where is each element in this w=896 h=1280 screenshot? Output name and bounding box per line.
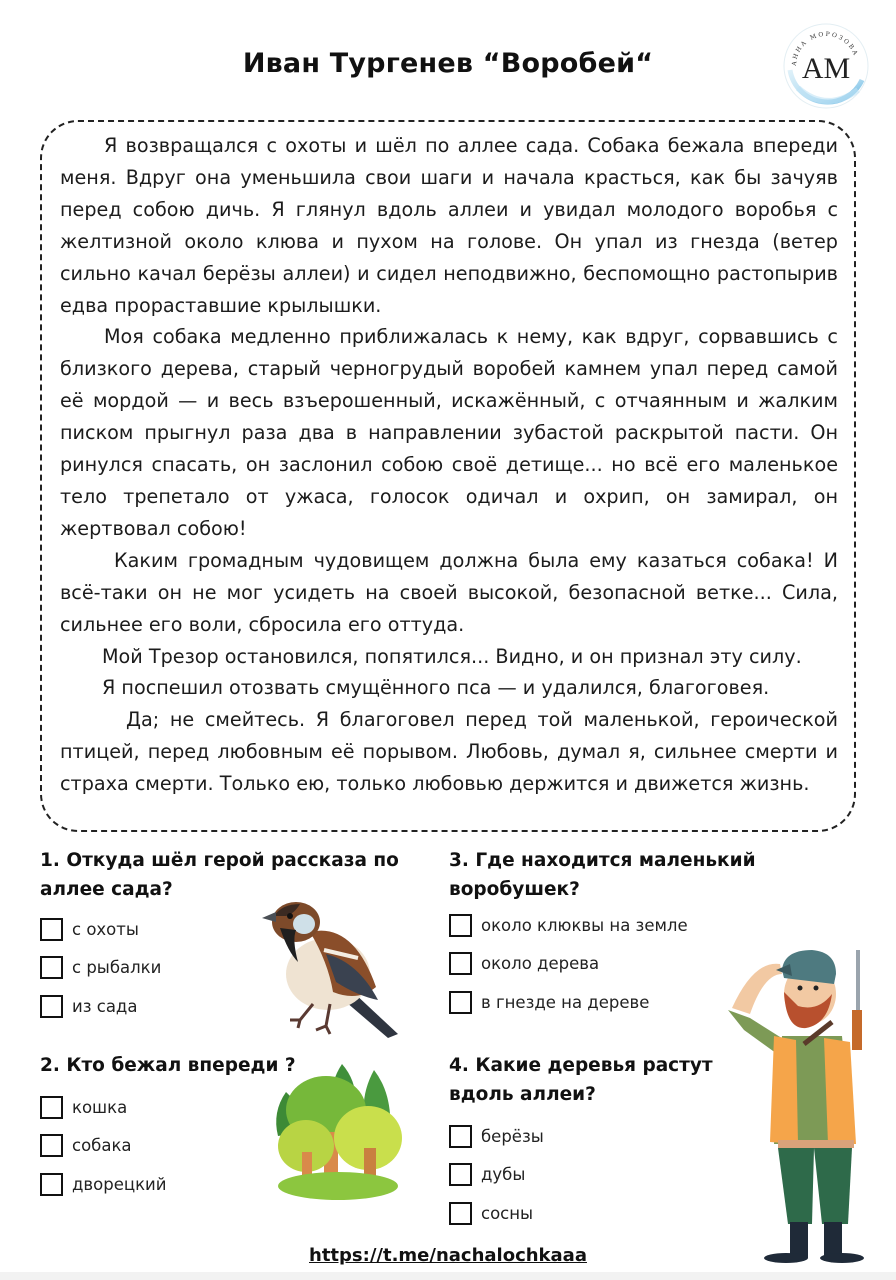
option-label: дворецкий [72,1174,167,1194]
logo-monogram: AM [801,52,851,85]
checkbox[interactable] [40,1096,63,1119]
checkbox[interactable] [449,914,472,937]
option-label: из сада [72,996,138,1016]
checkbox[interactable] [40,1134,63,1157]
trees-illustration [272,1062,404,1202]
checkbox[interactable] [449,1125,472,1148]
question-title: 3. Где находится маленький воробушек? [449,850,756,900]
checkbox[interactable] [40,1173,63,1196]
question-title: 4. Какие деревья растут вдоль аллеи? [449,1055,713,1105]
option-label: в гнезде на дереве [481,992,650,1012]
question-title: 1. Откуда шёл герой рассказа по аллее сада? [40,850,399,900]
option-label: около дерева [481,954,600,974]
question-3 [449,846,769,1022]
option-label: сосны [481,1203,534,1223]
answer-option[interactable] [449,945,769,984]
story-paragraph: Каким громадным чудовищем должна была ему казаться собака! И всё-таки он не мог усидеть на своей высокой, безопасной ветке... Сила, сильнее его воли, сбросила его оттуда. [60,548,838,636]
author-logo [778,18,874,114]
story-paragraph: Я возвращался с охоты и шёл по аллее сада. Собака бежала впереди меня. Вдруг она уменьшила свои шаги и начала красться, как бы зачуяв перед собою дичь. Я глянул вдоль аллеи и увидал молодого воробья с желтизной около клюва и пухом на голове. Он упал из гнезда (ветер сильно качал берёзы аллеи) и сидел неподвижно, беспомощно растопырив едва прораставшие крылышки. [60,134,838,317]
checkbox[interactable] [40,995,63,1018]
checkbox[interactable] [449,991,472,1014]
checkbox[interactable] [449,1202,472,1225]
checkbox[interactable] [449,952,472,975]
checkbox[interactable] [40,918,63,941]
story-paragraph: Моя собака медленно приближалась к нему, как вдруг, сорвавшись с близкого дерева, старый черногрудый воробей камнем упал перед самой её мордой — и весь взъерошенный, искажённый, с отчаянным и жалким писком прыгнул раза два в направлении зубастой раскрытой пасти. Он ринулся спасать, он заслонил собою своё детище... но всё его маленькое тело трепетало от ужаса, голосок одичал и охрип, он замирал, он жертвовал собою! [60,325,838,540]
page-title: Иван Тургенев “Воробей“ [242,48,654,79]
option-label: берёзы [481,1126,544,1146]
telegram-link[interactable]: https://t.me/nachalochkaaa [309,1245,587,1266]
option-label: собака [72,1136,132,1156]
story-paragraph: Мой Трезор остановился, попятился... Видно, и он признал эту силу. [102,644,802,668]
story-text [60,130,838,800]
option-label: дубы [481,1165,526,1185]
option-label: с рыбалки [72,958,162,978]
bottom-edge [0,1272,896,1280]
option-label: около клюквы на земле [481,915,688,935]
answer-option[interactable] [449,983,769,1022]
checkbox[interactable] [40,956,63,979]
option-label: кошка [72,1097,128,1117]
story-paragraph: Да; не смейтесь. Я благоговел перед той маленькой, героической птицей, перед любовным её порывом. Любовь, думал я, сильнее смерти и страха смерти. Только ею, только любовью держится и движется жизнь. [60,708,838,796]
question-title: 2. Кто бежал впереди ? [40,1055,296,1076]
sparrow-illustration [258,892,408,1042]
answer-option[interactable] [449,906,769,945]
hunter-illustration [724,944,874,1266]
story-paragraph: Я поспешил отозвать смущённого пса — и удалился, благоговея. [102,676,770,700]
option-label: с охоты [72,919,139,939]
logo-ring-text: АННА МОРОЗОВА [790,30,860,67]
checkbox[interactable] [449,1163,472,1186]
